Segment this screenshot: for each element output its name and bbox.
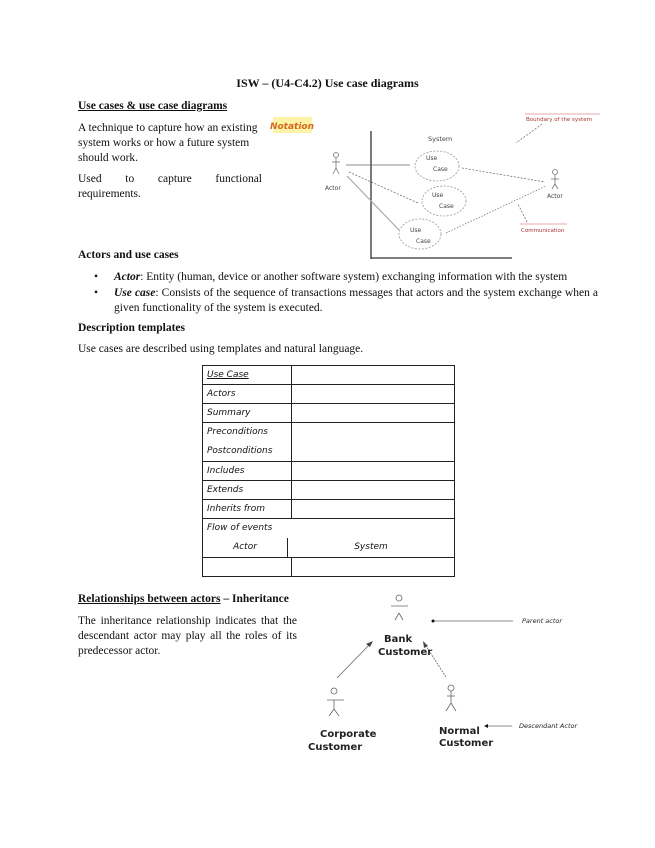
text-line: requirements.: [78, 188, 141, 201]
column-system: System: [354, 542, 388, 552]
heading-use-cases: Use cases & use case diagrams: [78, 100, 228, 112]
row-inherits: Inherits from: [203, 500, 292, 519]
text-line: system works or how a future system: [78, 137, 250, 150]
text-line: predecessor actor.: [78, 645, 161, 658]
normal-label: Customer: [439, 738, 494, 749]
text-line: should work.: [78, 152, 139, 165]
actor-left-label: Actor: [325, 185, 341, 192]
use-case-text: Use: [426, 155, 438, 162]
definition: : Entity (human, device or another software system) exchanging information with the system: [140, 271, 568, 283]
notation-label: Notation: [269, 122, 315, 132]
actor-right-label: Actor: [547, 193, 563, 200]
communication-label: Communication: [521, 228, 565, 234]
text-line: The inheritance relationship indicates that the: [78, 615, 297, 627]
heading-rest: – Inheritance: [220, 593, 289, 605]
inheritance-arrow: [337, 643, 371, 678]
descendant-actor-label: Descendant Actor: [519, 722, 578, 730]
heading-templates: Description templates: [78, 322, 185, 334]
row-postconditions: Postconditions: [207, 446, 273, 456]
normal-label: Normal: [439, 726, 480, 737]
row-flow-of-events: Flow of events: [207, 523, 273, 533]
column-actor: Actor: [203, 538, 288, 557]
parent-actor-label: Parent actor: [522, 617, 563, 625]
bank-customer-actor-icon: [391, 595, 408, 620]
bank-label: Bank: [384, 634, 413, 645]
system-label: System: [428, 135, 453, 143]
use-case-text: Case: [416, 238, 431, 245]
templates-text: Use cases are described using templates and natural language.: [78, 343, 364, 355]
row-preconditions: Preconditions: [207, 427, 268, 437]
corporate-label: Corporate: [320, 729, 377, 740]
row-summary: Summary: [203, 404, 292, 423]
use-case-text: Case: [439, 203, 454, 210]
row-extends: Extends: [203, 481, 292, 500]
text-line: descendant actor may play all the roles of its: [78, 630, 297, 643]
term: Use case: [114, 286, 156, 299]
row-use-case: Use Case: [207, 370, 249, 380]
use-case-text: Use: [410, 227, 422, 234]
text-line: A technique to capture how an existing: [78, 122, 258, 134]
corporate-customer-actor-icon: [327, 688, 344, 716]
heading-underlined: Relationships between actors: [78, 593, 221, 605]
boundary-label: Boundary of the system: [526, 117, 592, 123]
corporate-label: Customer: [308, 742, 363, 753]
heading-actors: Actors and use cases: [78, 249, 179, 261]
definition: : Consists of the sequence of transactions messages that actors and the system exchange when a given functionality of the system is executed.: [114, 286, 598, 314]
text-line: Used to capture functional: [78, 173, 262, 185]
page-title: ISW – (U4-C4.2) Use case diagrams: [236, 76, 419, 90]
term: Actor: [114, 271, 141, 283]
row-includes: Includes: [203, 462, 292, 481]
bank-label: Customer: [378, 647, 433, 658]
row-actors: Actors: [203, 385, 292, 404]
normal-customer-actor-icon: [446, 685, 456, 711]
use-case-text: Case: [433, 166, 448, 173]
use-case-text: Use: [432, 192, 444, 199]
